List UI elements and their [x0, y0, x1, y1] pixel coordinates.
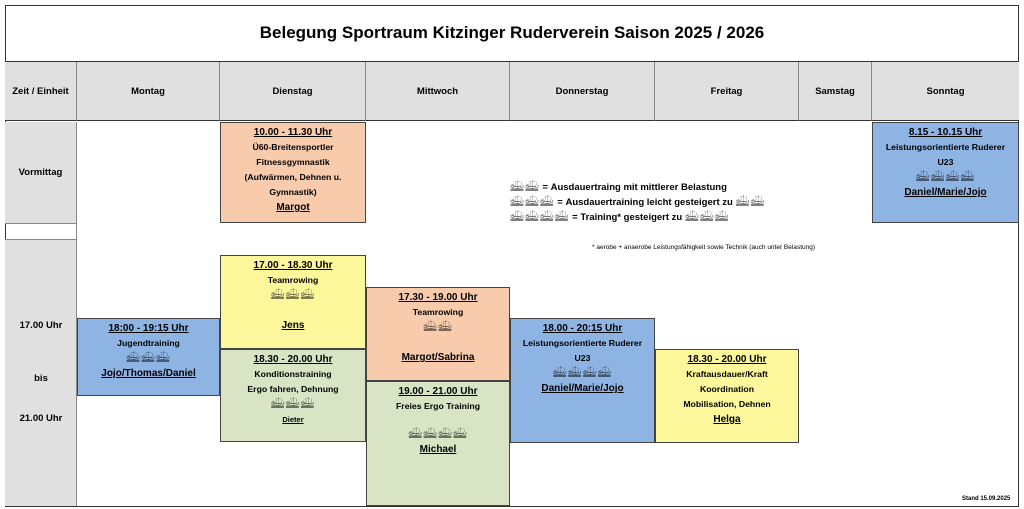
time-cell-evening [5, 240, 77, 506]
slot-line: Gymnastik) [269, 187, 317, 197]
slot-friday-evening[interactable] [655, 349, 799, 443]
slot-trainer: Daniel/Marie/Jojo [904, 187, 987, 198]
legend-row-1 [510, 180, 850, 195]
slot-tuesday-morning[interactable] [220, 122, 366, 223]
slot-wednesday-evening-teamrowing[interactable] [366, 287, 510, 381]
slot-sunday-morning[interactable] [872, 122, 1019, 223]
legend-row-2 [510, 195, 850, 210]
slot-line: Leistungsorientierte Ruderer [885, 142, 1006, 152]
rower-icon-group: 𓊝𓊝𓊝 [684, 211, 730, 223]
slot-line: Fitnessgymnastik [256, 157, 330, 167]
time-cell-morning [5, 122, 77, 223]
slot-time: 18.00 - 20:15 Uhr [542, 323, 623, 334]
slot-line: U23 [574, 353, 591, 363]
header-day-thursday: Donnerstag [510, 62, 655, 121]
slot-trainer: Dieter [282, 415, 304, 424]
rower-icon-group: 𓊝𓊝𓊝 [270, 289, 316, 301]
header-day-friday: Freitag [655, 62, 799, 121]
header-day-tuesday: Dienstag [220, 62, 366, 121]
slot-tuesday-evening-kondition[interactable] [220, 349, 366, 442]
rower-icon-group: 𓊝𓊝𓊝𓊝 [552, 367, 613, 379]
time-label-to: 21.00 Uhr [19, 413, 63, 424]
time-label-morning: Vormittag [18, 167, 63, 178]
slot-line: Mobilisation, Dehnen [683, 399, 771, 409]
slot-wednesday-evening-ergo[interactable] [366, 381, 510, 506]
slot-time: 19.00 - 21.00 Uhr [398, 386, 478, 397]
slot-thursday-evening[interactable] [510, 318, 655, 443]
slot-line: Koordination [699, 384, 755, 394]
header-day-wednesday: Mittwoch [366, 62, 510, 121]
header-day-sunday: Sonntag [872, 62, 1019, 121]
rower-icon-group: 𓊝𓊝𓊝 [270, 398, 316, 410]
slot-line: Ü60-Breitensportler [252, 142, 334, 152]
rower-icon-group: 𓊝𓊝𓊝𓊝 [408, 428, 468, 440]
rower-icon-group: 𓊝𓊝𓊝𓊝 [510, 211, 570, 223]
slot-trainer: Jojo/Thomas/Daniel [101, 368, 196, 379]
rower-icon-group: 𓊝𓊝𓊝 [510, 196, 555, 208]
slot-tuesday-evening-teamrowing[interactable] [220, 255, 366, 349]
stand-date: Stand 15.09.2025 [962, 496, 1011, 502]
legend-text: = Training* gesteigert zu [569, 212, 685, 223]
legend [510, 180, 850, 225]
header-day-saturday: Samstag [799, 62, 872, 121]
slot-trainer: Helga [713, 414, 741, 425]
slot-time: 17.30 - 19.00 Uhr [398, 292, 478, 303]
legend-text: = Ausdauertraing mit mittlerer Belastung [539, 182, 727, 193]
slot-trainer: Margot [276, 202, 310, 213]
slot-line: Freies Ergo Training [396, 401, 480, 411]
legend-text: = Ausdauertraining leicht gesteigert zu [554, 197, 736, 208]
slot-trainer: Jens [281, 320, 305, 331]
slot-time: 18.30 - 20.00 Uhr [253, 354, 333, 365]
slot-line: Jugendtraining [117, 338, 180, 348]
slot-line: Teamrowing [412, 307, 464, 317]
slot-time: 18:00 - 19:15 Uhr [108, 323, 189, 334]
slot-time: 10.00 - 11.30 Uhr [253, 127, 333, 138]
rower-icon-group: 𓊝𓊝𓊝 [126, 352, 171, 364]
time-label-from: 17.00 Uhr [19, 320, 63, 331]
slot-trainer: Margot/Sabrina [401, 352, 475, 363]
slot-trainer: Daniel/Marie/Jojo [541, 383, 624, 394]
rower-icon-group: 𓊝𓊝𓊝𓊝 [915, 171, 976, 183]
slot-time: 17.00 - 18.30 Uhr [253, 260, 333, 271]
slot-line: Kraftausdauer/Kraft [686, 369, 768, 379]
rower-icon-group: 𓊝𓊝 [735, 196, 766, 208]
header-time-column: Zeit / Einheit [5, 62, 77, 121]
time-cell-gap [5, 223, 77, 240]
slot-line: Ergo fahren, Dehnung [247, 384, 339, 394]
slot-line: Konditionstraining [254, 369, 332, 379]
slot-trainer: Michael [419, 444, 457, 455]
rower-icon-group: 𓊝𓊝 [510, 181, 540, 193]
footnote: * aerobe + anaerobe Leistungsfähigkeit sowie Technik (auch unter Belastung) [592, 244, 816, 251]
slot-line: Leistungsorientierte Ruderer [522, 338, 643, 348]
rower-icon-group: 𓊝𓊝 [423, 321, 453, 333]
legend-row-3 [510, 210, 850, 225]
slot-line: U23 [937, 157, 954, 167]
slot-time: 18.30 - 20.00 Uhr [687, 354, 767, 365]
header-day-monday: Montag [77, 62, 220, 121]
slot-line: Teamrowing [267, 275, 319, 285]
time-label-bis: bis [34, 373, 48, 384]
page-title: Belegung Sportraum Kitzinger Ruderverein Saison 2025 / 2026 [5, 5, 1019, 62]
slot-monday-evening[interactable] [77, 318, 220, 396]
slot-line: (Aufwärmen, Dehnen u. [244, 172, 342, 182]
slot-time: 8.15 - 10.15 Uhr [908, 127, 983, 138]
